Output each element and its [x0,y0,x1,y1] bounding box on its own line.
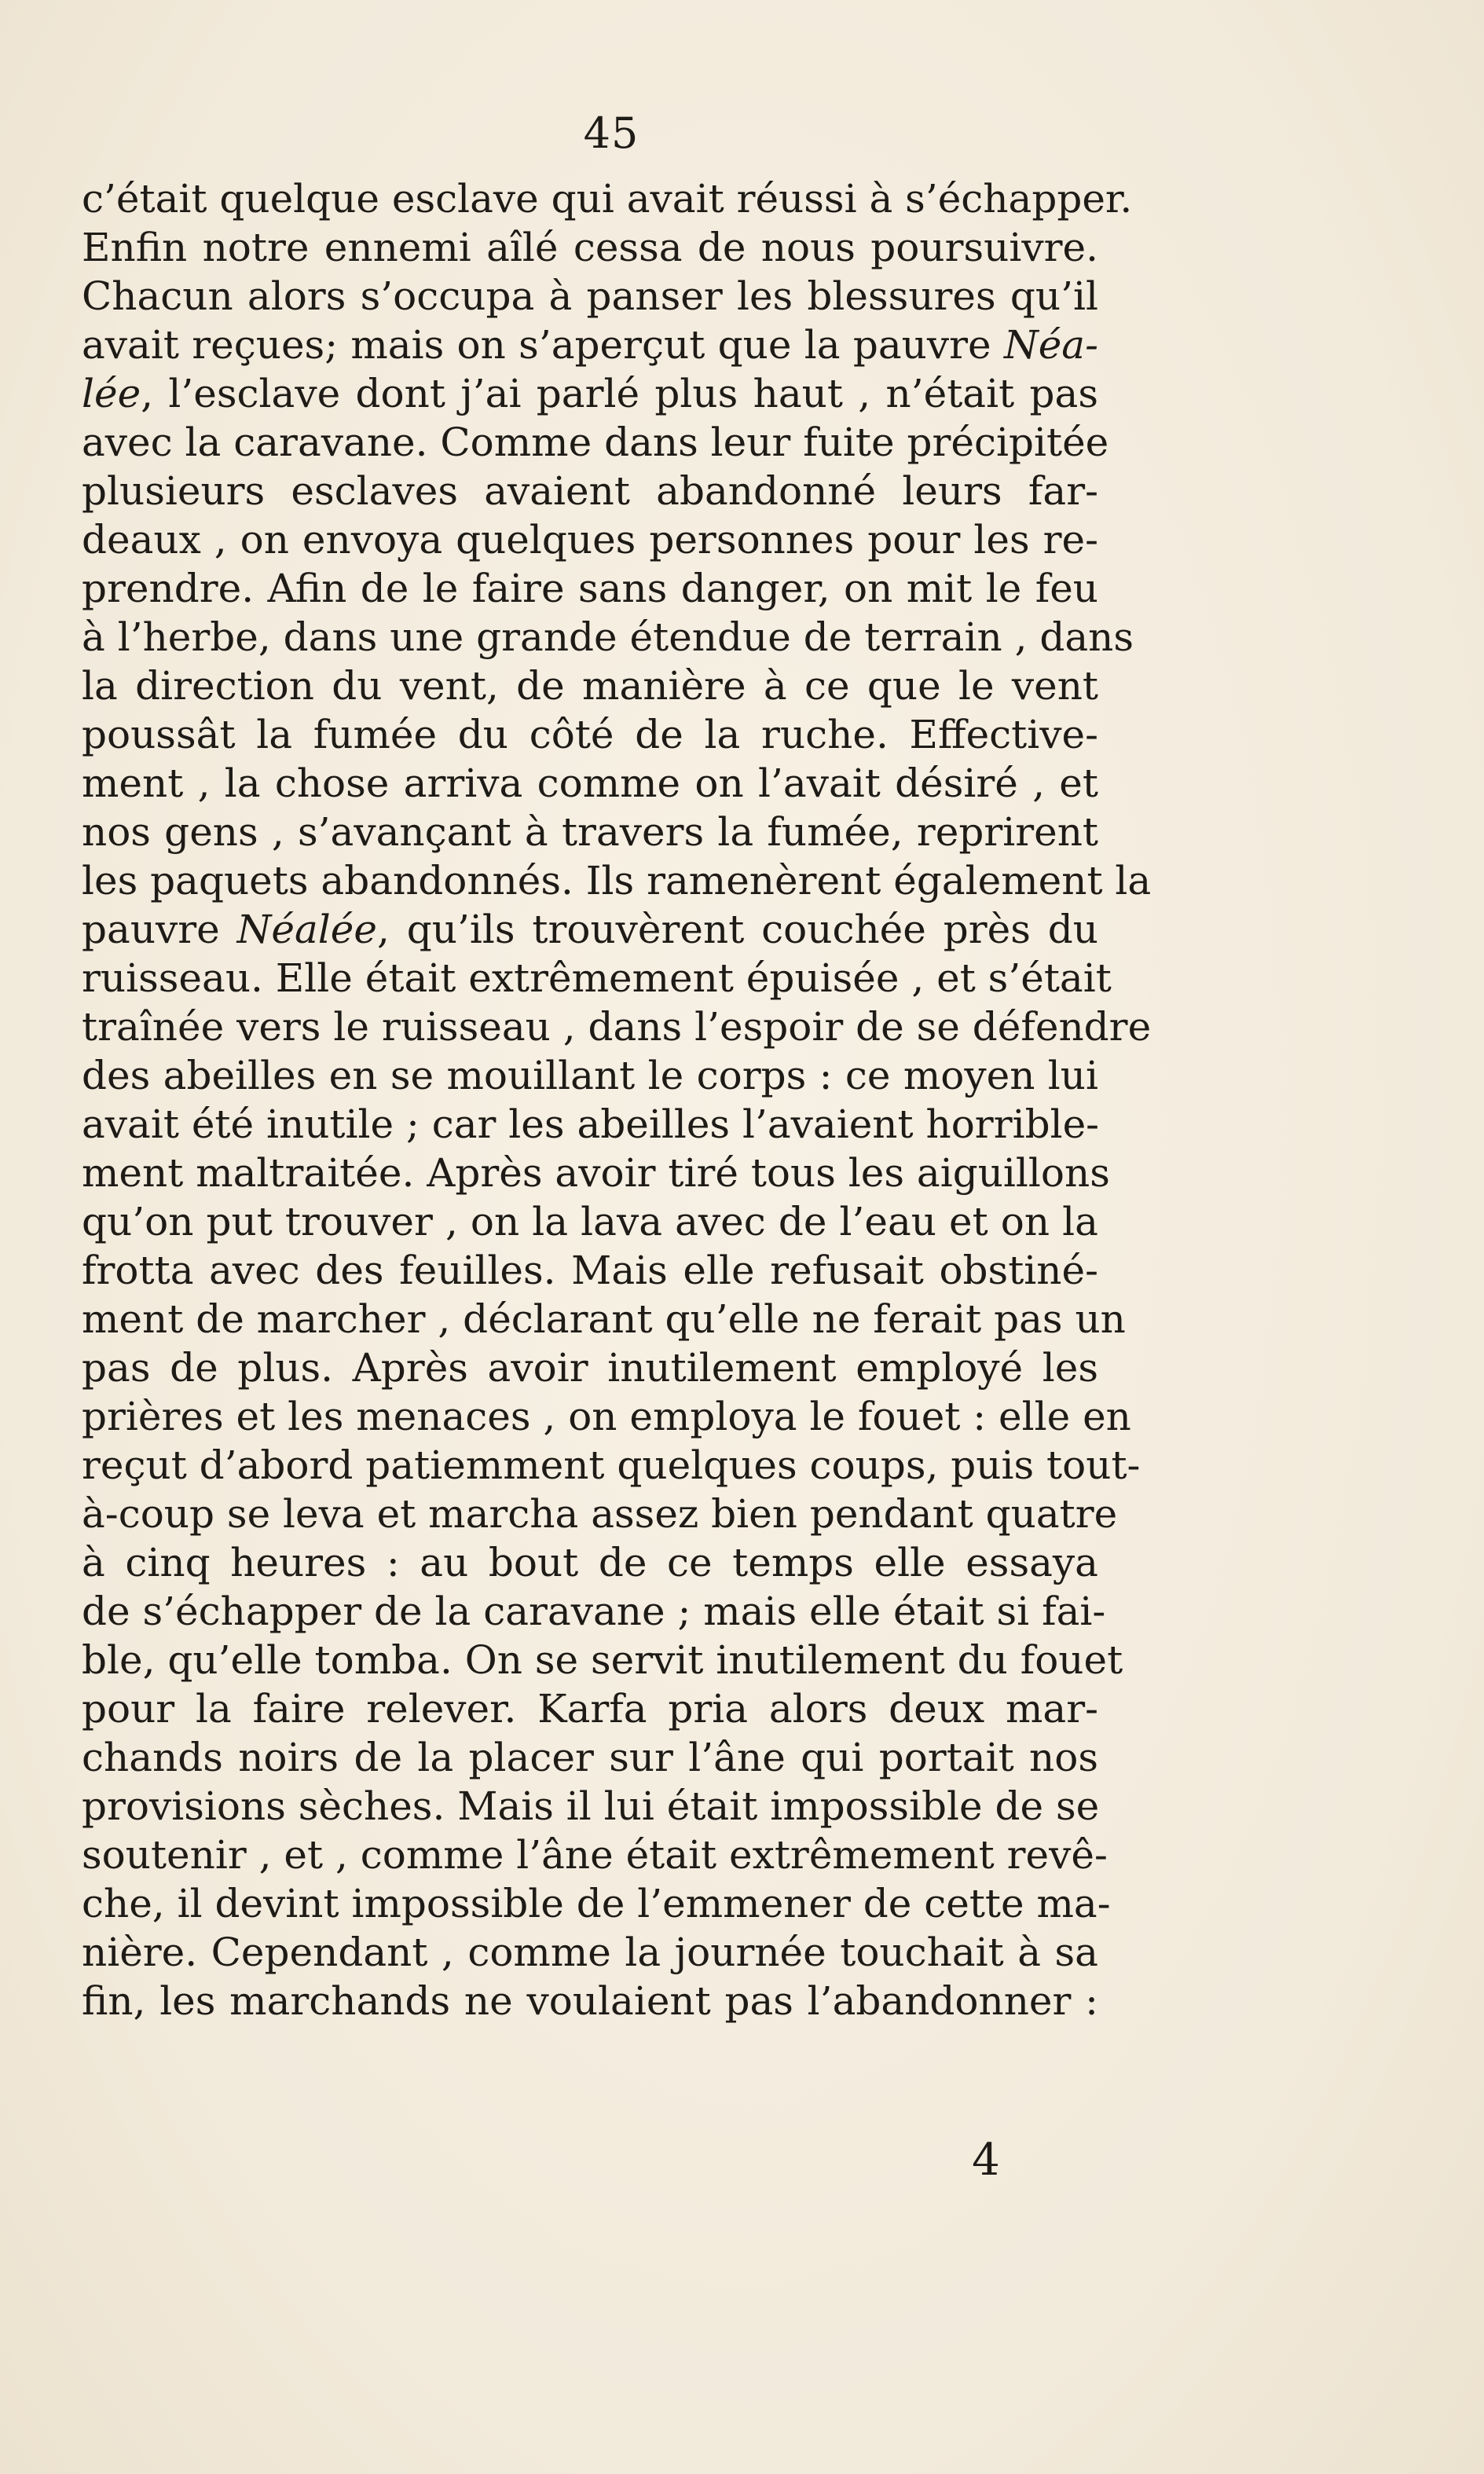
text-run: , qu’ils trouvèrent couchée près du [376,907,1098,952]
text-line [82,662,1098,710]
text-run: nos gens , s’avançant à travers la fumée, reprirent [82,809,1098,855]
text-run: ment de marcher , déclarant qu’elle ne ferait pas un [82,1296,1126,1342]
text-line [82,1636,1123,1684]
text-line [82,1538,1098,1587]
text-line [82,515,1098,564]
text-run: che, il devint impossible de l’emmener de cette ma- [82,1881,1111,1926]
text-run: avait été inutile ; car les abeilles l’avaient horrible- [82,1101,1100,1147]
text-run: ment , la chose arriva comme on l’avait désiré , et [82,761,1098,806]
text-line [82,1295,1126,1343]
italic-name: lée [82,371,141,416]
text-run: frotta avec des feuilles. Mais elle refusait obstiné- [82,1248,1098,1293]
text-line [82,954,1112,1002]
text-run: des abeilles en se mouillant le corps : ce moyen lui [82,1053,1098,1098]
text-run: à-coup se leva et marcha assez bien pendant quatre [82,1491,1118,1537]
text-run: avait reçues; mais on s’aperçut que la pauvre [82,322,1004,368]
text-run: c’était quelque esclave qui avait réussi à s’échapper. [82,176,1133,222]
text-line [82,1879,1111,1928]
text-run: , l’esclave dont j’ai parlé plus haut , n’était pas [141,371,1098,416]
text-line [82,321,1098,369]
text-run: pauvre [82,907,237,952]
text-run: à l’herbe, dans une grande étendue de terrain , dans [82,614,1134,660]
text-line [82,759,1098,808]
body-text [82,174,1152,2025]
text-line [82,1246,1098,1295]
text-line [82,564,1098,613]
text-run: fin, les marchands ne voulaient pas l’abandonner : [82,1978,1098,2024]
text-run: nière. Cependant , comme la journée touchait à sa [82,1930,1098,1975]
text-line [82,1733,1098,1782]
text-line [82,808,1098,856]
text-run: pas de plus. Après avoir inutilement employé les [82,1345,1098,1391]
text-run: prières et les menaces , on employa le fouet : elle en [82,1394,1131,1439]
text-run: la direction du vent, de manière à ce que le vent [82,663,1098,709]
text-line [82,1392,1131,1441]
text-run: poussât la fumée du côté de la ruche. Effective- [82,712,1098,757]
text-run: avec la caravane. Comme dans leur fuite précipitée [82,420,1109,465]
text-run: plusieurs esclaves avaient abandonné leurs far- [82,468,1098,514]
text-run: les paquets abandonnés. Ils ramenèrent également la [82,858,1152,903]
text-line [82,1490,1118,1538]
text-run: chands noirs de la placer sur l’âne qui portait nos [82,1735,1098,1780]
text-line [82,1977,1098,2025]
text-line [82,1051,1098,1100]
text-run: traînée vers le ruisseau , dans l’espoir de se défendre [82,1004,1152,1050]
text-line [82,1831,1108,1879]
text-run: ruisseau. Elle était extrêmement épuisée , et s’était [82,955,1112,1001]
page-number: 45 [583,108,639,158]
text-run: soutenir , et , comme l’âne était extrêmement revê- [82,1832,1108,1878]
text-line [82,1587,1106,1636]
text-line [82,1149,1110,1197]
text-run: Chacun alors s’occupa à panser les blessures qu’il [82,273,1098,319]
text-line [82,1441,1141,1490]
text-line [82,418,1109,467]
text-run: pour la faire relever. Karfa pria alors deux mar- [82,1686,1098,1732]
text-line [82,1002,1152,1051]
text-run: deaux , on envoya quelques personnes pour les re- [82,517,1098,563]
text-line [82,369,1098,418]
text-run: à cinq heures : au bout de ce temps elle essaya [82,1540,1098,1585]
text-line [82,613,1134,662]
italic-name: Néalée [236,907,377,952]
text-run: ment maltraitée. Après avoir tiré tous les aiguillons [82,1150,1110,1196]
text-line [82,223,1098,272]
text-line [82,1684,1098,1733]
italic-name: Néa- [1003,322,1098,368]
text-run: de s’échapper de la caravane ; mais elle était si fai- [82,1589,1106,1634]
text-line [82,1343,1098,1392]
text-line [82,905,1098,954]
text-line [82,856,1152,905]
text-line [82,272,1098,321]
text-line [82,1782,1098,1831]
text-line [82,174,1133,223]
text-line [82,1197,1098,1246]
text-run: ble, qu’elle tomba. On se servit inutilement du fouet [82,1637,1123,1683]
text-run: reçut d’abord patiemment quelques coups, puis tout- [82,1442,1141,1488]
text-run: prendre. Afin de le faire sans danger, on mit le feu [82,566,1098,611]
text-line [82,1928,1098,1977]
text-run: Enfin notre ennemi aîlé cessa de nous poursuivre. [82,225,1098,270]
text-line [82,1100,1098,1149]
signature-mark: 4 [972,2135,1000,2186]
text-run: qu’on put trouver , on la lava avec de l’eau et on la [82,1199,1098,1244]
text-run: provisions sèches. Mais il lui était impossible de se [82,1783,1100,1829]
text-line [82,710,1098,759]
text-line [82,467,1098,515]
